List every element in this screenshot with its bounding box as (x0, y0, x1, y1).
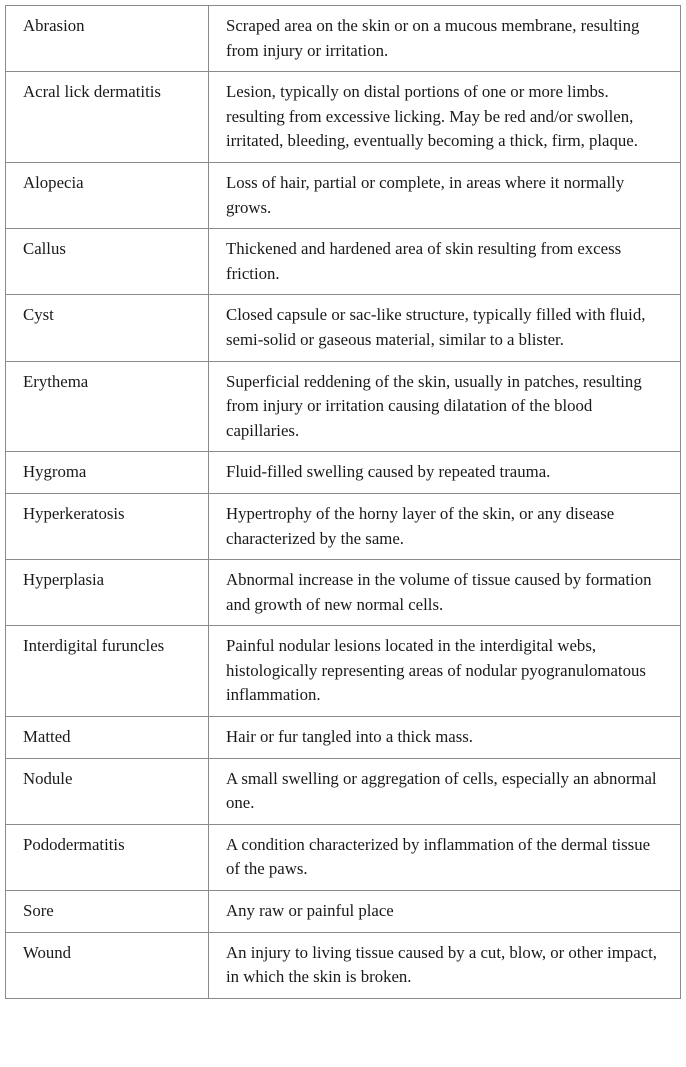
definition-cell: Scraped area on the skin or on a mucous membrane, resulting from injury or irritation. (209, 6, 681, 72)
term-cell: Wound (6, 932, 209, 998)
glossary-table (5, 5, 681, 999)
term-cell: Hyperplasia (6, 560, 209, 626)
term-cell: Abrasion (6, 6, 209, 72)
table-row (6, 560, 681, 626)
definition-cell: A condition characterized by inflammation of the dermal tissue of the paws. (209, 824, 681, 890)
table-row (6, 758, 681, 824)
table-row (6, 162, 681, 228)
term-cell: Sore (6, 891, 209, 933)
term-cell: Alopecia (6, 162, 209, 228)
term-cell: Hygroma (6, 452, 209, 494)
table-row (6, 717, 681, 759)
definition-cell: Painful nodular lesions located in the interdigital webs, histologically representing areas of nodular pyogranulomatous inflammation. (209, 626, 681, 717)
definition-cell: Abnormal increase in the volume of tissue caused by formation and growth of new normal cells. (209, 560, 681, 626)
definition-cell: Closed capsule or sac-like structure, typically filled with fluid, semi-solid or gaseous material, similar to a blister. (209, 295, 681, 361)
definition-cell: Hair or fur tangled into a thick mass. (209, 717, 681, 759)
definition-cell: Lesion, typically on distal portions of one or more limbs. resulting from excessive licking. May be red and/or swollen, irritated, bleeding, eventually becoming a thick, firm, plaque. (209, 72, 681, 163)
term-cell: Hyperkeratosis (6, 493, 209, 559)
table-row (6, 493, 681, 559)
term-cell: Pododermatitis (6, 824, 209, 890)
definition-cell: Superficial reddening of the skin, usually in patches, resulting from injury or irritation causing dilatation of the blood capillaries. (209, 361, 681, 452)
definition-cell: Fluid-filled swelling caused by repeated trauma. (209, 452, 681, 494)
table-row (6, 824, 681, 890)
definition-cell: Thickened and hardened area of skin resulting from excess friction. (209, 229, 681, 295)
table-row (6, 626, 681, 717)
definition-cell: An injury to living tissue caused by a cut, blow, or other impact, in which the skin is broken. (209, 932, 681, 998)
term-cell: Cyst (6, 295, 209, 361)
definition-cell: Loss of hair, partial or complete, in areas where it normally grows. (209, 162, 681, 228)
table-row (6, 6, 681, 72)
definition-cell: Any raw or painful place (209, 891, 681, 933)
table-row (6, 361, 681, 452)
table-row (6, 229, 681, 295)
definition-cell: A small swelling or aggregation of cells, especially an abnormal one. (209, 758, 681, 824)
definition-cell: Hypertrophy of the horny layer of the skin, or any disease characterized by the same. (209, 493, 681, 559)
term-cell: Nodule (6, 758, 209, 824)
table-row (6, 891, 681, 933)
table-row (6, 452, 681, 494)
term-cell: Acral lick dermatitis (6, 72, 209, 163)
table-row (6, 295, 681, 361)
table-row (6, 72, 681, 163)
term-cell: Callus (6, 229, 209, 295)
term-cell: Interdigital furuncles (6, 626, 209, 717)
term-cell: Matted (6, 717, 209, 759)
term-cell: Erythema (6, 361, 209, 452)
table-row (6, 932, 681, 998)
